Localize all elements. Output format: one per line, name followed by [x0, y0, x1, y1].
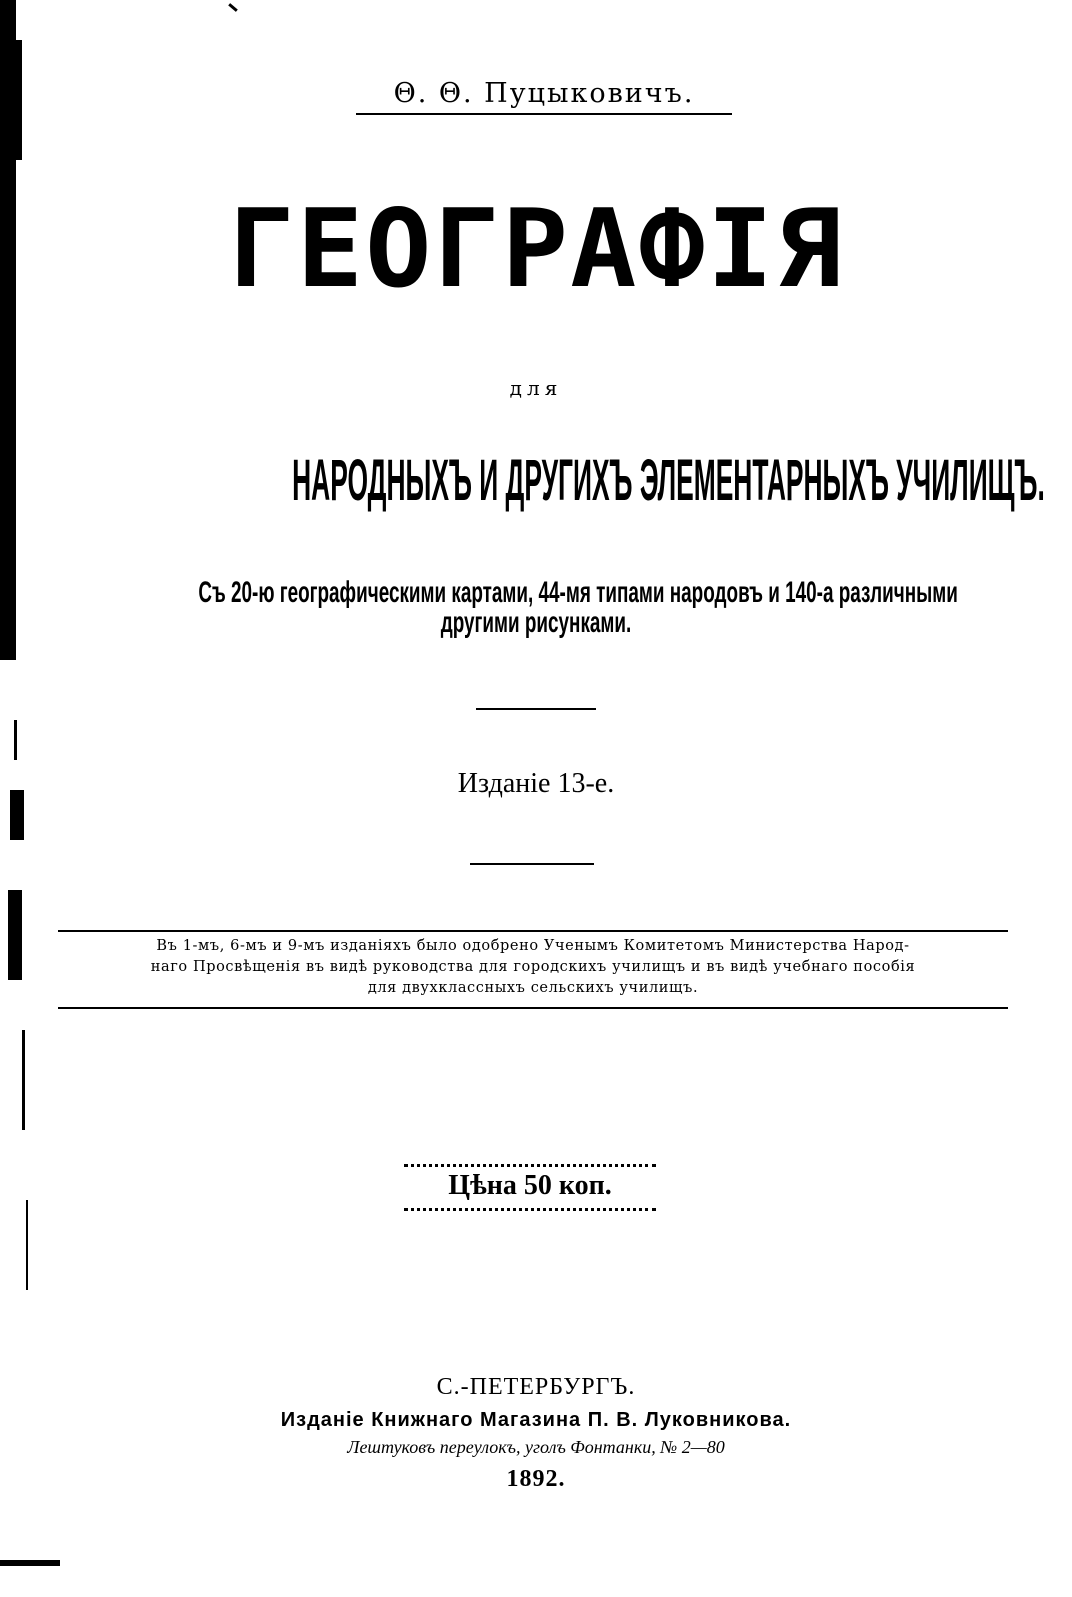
scan-edge-artifact — [14, 720, 17, 760]
publisher-address: Лештуковъ переулокъ, уголъ Фонтанки, № 2—80 — [347, 1437, 725, 1457]
book-title: ГЕОГРАФІЯ — [228, 187, 844, 312]
description-line: другими рисунками. — [440, 606, 632, 639]
scan-edge-artifact — [8, 890, 22, 980]
publication-year: 1892. — [506, 1466, 566, 1492]
scan-edge-artifact — [228, 3, 238, 12]
contents-description — [198, 576, 958, 639]
price-label: Цѣна 50 коп. — [404, 1164, 656, 1211]
scan-edge-artifact — [0, 1560, 60, 1566]
approval-note — [58, 930, 1008, 1009]
description-line: Съ 20-ю географическими картами, 44-мя типами народовъ и 140-а различными — [198, 576, 958, 609]
book-subtitle: НАРОДНЫХЪ И ДРУГИХЪ ЭЛЕМЕНТАРНЫХЪ УЧИЛИЩЪ. — [292, 448, 1045, 513]
approval-line: для двухклассныхъ сельскихъ училищъ. — [367, 980, 699, 996]
divider-rule — [476, 708, 596, 710]
edition-label: Изданіе 13-е. — [457, 768, 615, 799]
publication-city: С.-ПЕТЕРБУРГЪ. — [436, 1374, 636, 1400]
author-name: Θ. Θ. Пуцыковичъ. — [356, 78, 732, 115]
scan-edge-artifact — [12, 40, 22, 160]
publisher-name: Изданіе Книжнаго Магазина П. В. Луковникова. — [280, 1409, 792, 1431]
approval-line: наго Просвѣщенія въ видѣ руководства для городскихъ училищъ и въ видѣ учебнаго пособія — [150, 959, 916, 975]
scan-edge-artifact — [22, 1030, 25, 1130]
title-connector: для — [509, 376, 563, 400]
scan-edge-artifact — [26, 1200, 28, 1290]
approval-line: Въ 1-мъ, 6-мъ и 9-мъ изданіяхъ было одобрено Ученымъ Комитетомъ Министерства Народ- — [156, 938, 910, 954]
divider-rule — [470, 863, 594, 865]
